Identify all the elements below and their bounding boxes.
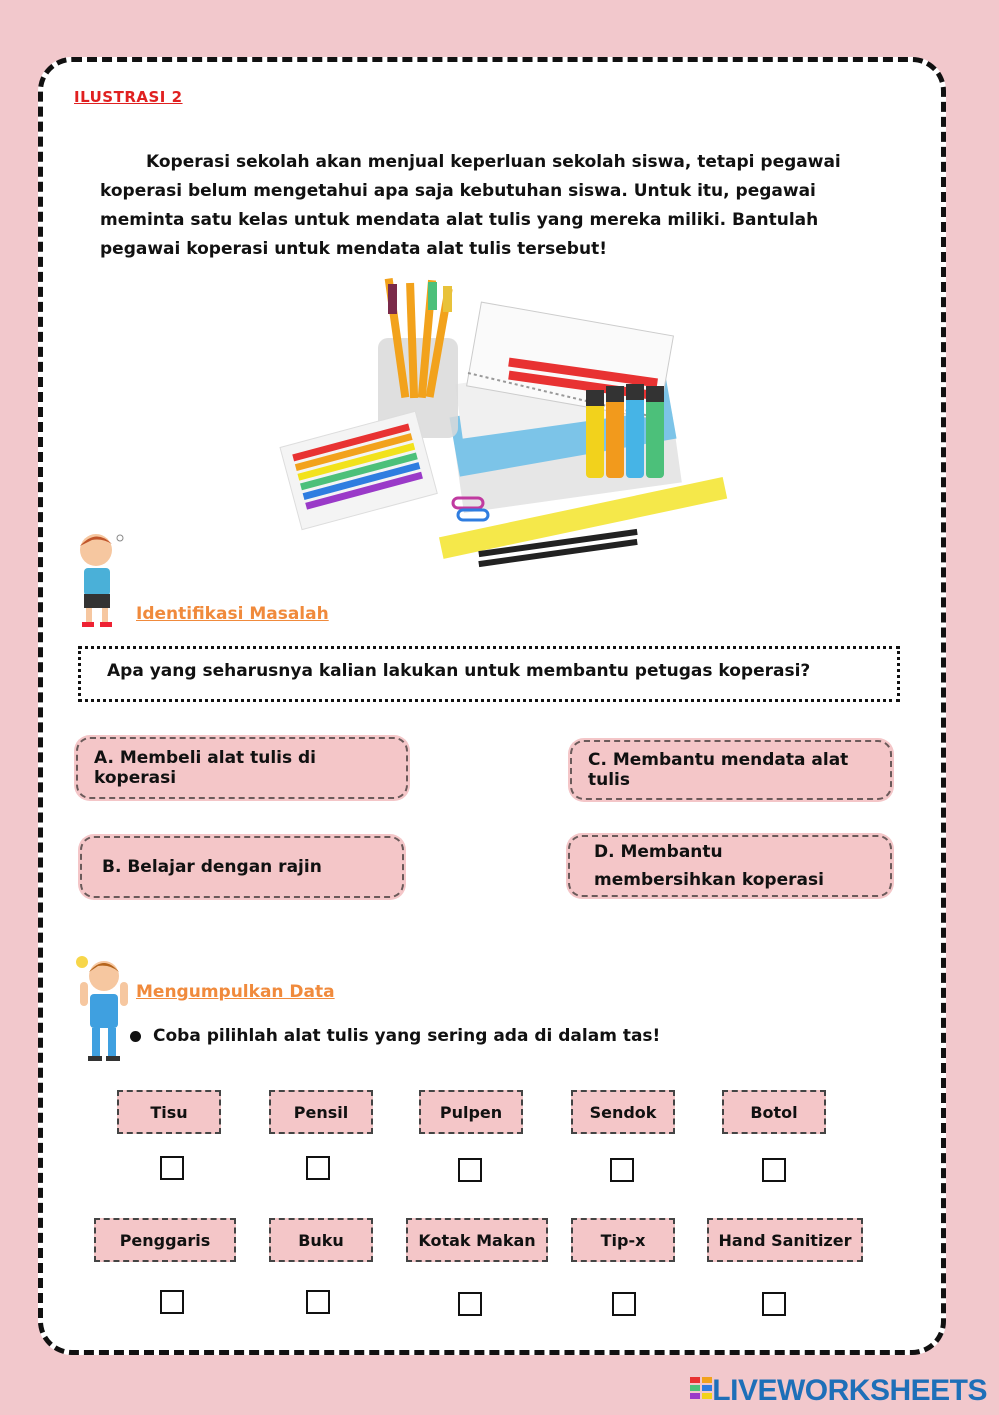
checkbox-pensil[interactable]	[306, 1156, 330, 1180]
thinking-kid-icon	[72, 528, 132, 630]
checkbox-penggaris[interactable]	[160, 1290, 184, 1314]
option-a-label: A. Membeli alat tulis di koperasi	[94, 748, 317, 788]
bullet-icon	[130, 1031, 141, 1042]
story-paragraph: Koperasi sekolah akan menjual keperluan sekolah siswa, tetapi pegawai koperasi belum mengetahui apa saja kebutuhan siswa. Untuk itu, pegawai meminta satu kelas untuk mendata alat tulis yang mereka miliki. Bantulah pegawai koperasi untuk mendata alat tulis tersebut!	[100, 152, 841, 259]
item-pensil: Pensil	[269, 1090, 373, 1134]
liveworksheets-logo-icon	[690, 1377, 712, 1405]
checkbox-tip-x[interactable]	[612, 1292, 636, 1316]
item-buku: Buku	[269, 1218, 373, 1262]
option-d-label: D. Membantu membersihkan koperasi	[594, 842, 824, 890]
brand-text: LIVEWORKSHEETS	[712, 1374, 987, 1407]
identifikasi-title: Identifikasi Masalah	[136, 604, 329, 624]
option-b-label: B. Belajar dengan rajin	[102, 857, 322, 877]
question-box	[78, 646, 900, 702]
liveworksheets-logo	[690, 1374, 987, 1408]
option-c[interactable]	[570, 740, 892, 800]
checkbox-tisu[interactable]	[160, 1156, 184, 1180]
question-text: Apa yang seharusnya kalian lakukan untuk membantu petugas koperasi?	[107, 661, 811, 681]
item-tip-x: Tip-x	[571, 1218, 675, 1262]
option-c-label: C. Membantu mendata alat tulis	[588, 750, 849, 790]
idea-kid-icon	[72, 952, 136, 1064]
checkbox-hand-sanitizer[interactable]	[762, 1292, 786, 1316]
mengumpulkan-title: Mengumpulkan Data	[136, 982, 335, 1002]
item-hand-sanitizer: Hand Sanitizer	[707, 1218, 863, 1262]
item-kotak-makan: Kotak Makan	[406, 1218, 548, 1262]
instruction-text: Coba pilihlah alat tulis yang sering ada di dalam tas!	[153, 1026, 661, 1046]
checkbox-pulpen[interactable]	[458, 1158, 482, 1182]
page-title: ILUSTRASI 2	[74, 88, 183, 106]
option-b[interactable]	[80, 836, 404, 898]
item-sendok: Sendok	[571, 1090, 675, 1134]
stationery-illustration	[278, 278, 728, 578]
checkbox-botol[interactable]	[762, 1158, 786, 1182]
item-botol: Botol	[722, 1090, 826, 1134]
instruction	[130, 1026, 660, 1046]
checkbox-buku[interactable]	[306, 1290, 330, 1314]
item-pulpen: Pulpen	[419, 1090, 523, 1134]
item-penggaris: Penggaris	[94, 1218, 236, 1262]
option-a[interactable]	[76, 737, 408, 799]
checkbox-kotak-makan[interactable]	[458, 1292, 482, 1316]
option-d[interactable]	[568, 835, 892, 897]
item-tisu: Tisu	[117, 1090, 221, 1134]
checkbox-sendok[interactable]	[610, 1158, 634, 1182]
